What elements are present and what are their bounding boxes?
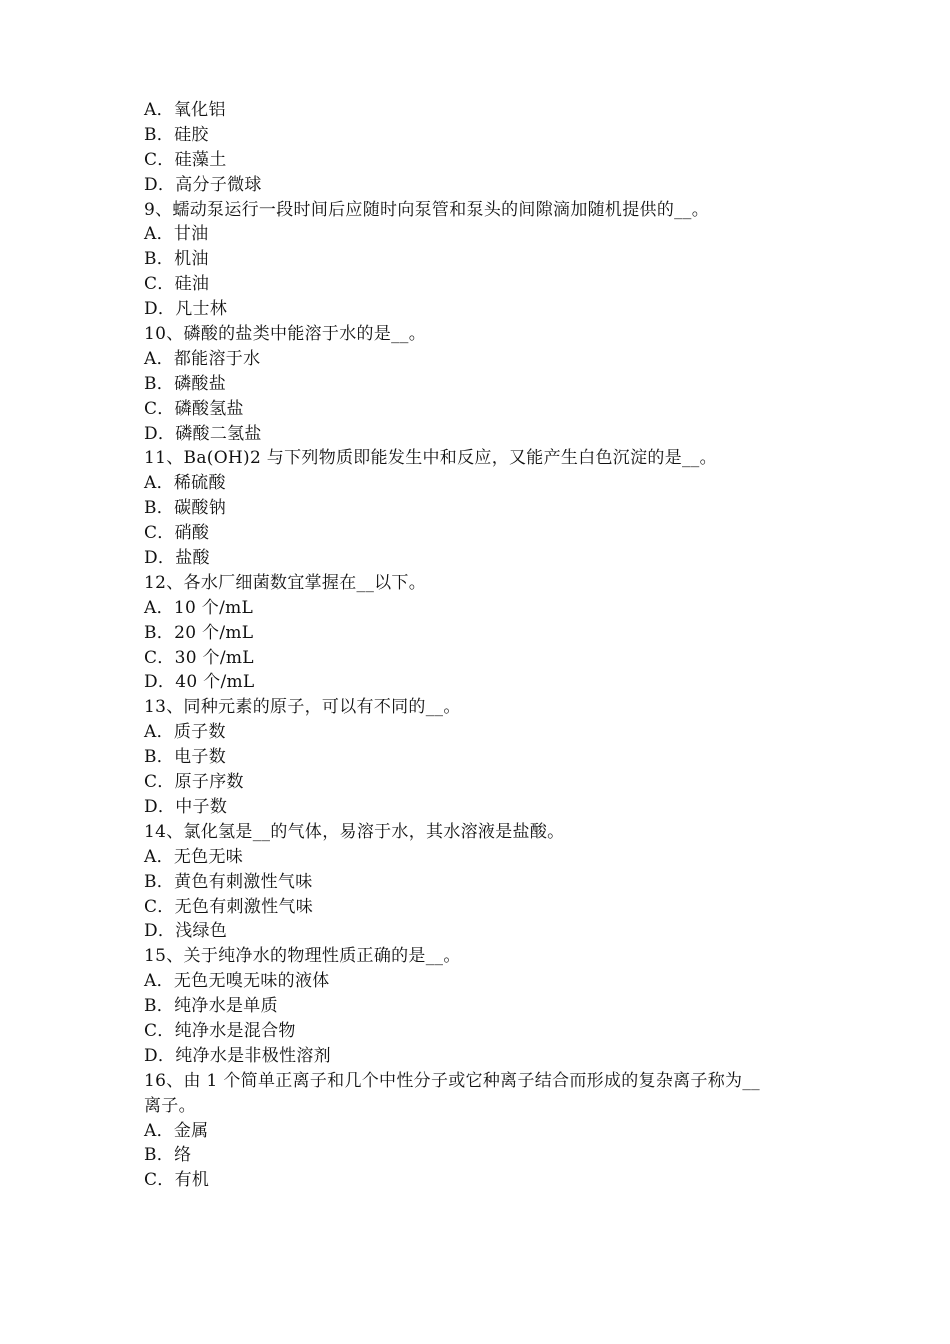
question-line: 16、由 1 个简单正离子和几个中性分子或它种离子结合而形成的复杂离子称为__ bbox=[144, 1070, 760, 1091]
answer-option: A．质子数 bbox=[144, 722, 226, 743]
answer-option: C．硝酸 bbox=[144, 523, 210, 544]
answer-option: B．硅胶 bbox=[144, 124, 209, 145]
answer-option: A．无色无嗅无味的液体 bbox=[144, 971, 330, 992]
question-line: 13、同种元素的原子，可以有不同的__。 bbox=[144, 697, 461, 718]
question-line: 14、氯化氢是__的气体，易溶于水，其水溶液是盐酸。 bbox=[144, 821, 565, 842]
answer-option: D．浅绿色 bbox=[144, 921, 228, 942]
answer-option: C．无色有刺激性气味 bbox=[144, 896, 314, 917]
answer-option: C．硅藻土 bbox=[144, 149, 227, 170]
answer-option: B．机油 bbox=[144, 249, 209, 270]
question-line: 11、Ba(OH)2 与下列物质即能发生中和反应，又能产生白色沉淀的是__。 bbox=[144, 448, 717, 469]
answer-option: A．氧化铝 bbox=[144, 100, 226, 120]
answer-option: A．金属 bbox=[144, 1120, 209, 1141]
question-line: 15、关于纯净水的物理性质正确的是__。 bbox=[144, 946, 461, 967]
answer-option: D．40 个/mL bbox=[144, 672, 255, 693]
question-line: 离子。 bbox=[144, 1095, 196, 1116]
answer-option: D．高分子微球 bbox=[144, 174, 262, 195]
answer-option: A．都能溶于水 bbox=[144, 348, 261, 369]
answer-option: A．无色无味 bbox=[144, 846, 244, 867]
answer-option: D．凡士林 bbox=[144, 299, 228, 320]
answer-option: A．10 个/mL bbox=[144, 597, 254, 618]
answer-option: C．有机 bbox=[144, 1170, 210, 1191]
answer-option: B．络 bbox=[144, 1145, 192, 1166]
answer-option: C．30 个/mL bbox=[144, 647, 254, 668]
answer-option: C．磷酸氢盐 bbox=[144, 398, 244, 419]
answer-option: D．中子数 bbox=[144, 796, 228, 817]
answer-option: A．甘油 bbox=[144, 224, 209, 245]
document-body bbox=[144, 98, 824, 1193]
question-line: 10、磷酸的盐类中能溶于水的是__。 bbox=[144, 324, 427, 345]
answer-option: D．磷酸二氢盐 bbox=[144, 423, 262, 444]
answer-option: C．硅油 bbox=[144, 274, 210, 295]
answer-option: B．黄色有刺激性气味 bbox=[144, 871, 313, 892]
answer-option: D．盐酸 bbox=[144, 548, 210, 569]
answer-option: D．纯净水是非极性溶剂 bbox=[144, 1045, 331, 1066]
answer-option: B．20 个/mL bbox=[144, 622, 254, 643]
answer-option: B．碳酸钠 bbox=[144, 498, 226, 519]
question-line: 9、蠕动泵运行一段时间后应随时向泵管和泵头的间隙滴加随机提供的__。 bbox=[144, 199, 710, 220]
answer-option: C．原子序数 bbox=[144, 772, 244, 793]
answer-option: B．纯净水是单质 bbox=[144, 996, 278, 1017]
answer-option: B．电子数 bbox=[144, 747, 226, 768]
answer-option: B．磷酸盐 bbox=[144, 373, 226, 394]
answer-option: A．稀硫酸 bbox=[144, 473, 226, 494]
answer-option: C．纯净水是混合物 bbox=[144, 1020, 296, 1041]
question-line: 12、各水厂细菌数宜掌握在__以下。 bbox=[144, 572, 427, 593]
